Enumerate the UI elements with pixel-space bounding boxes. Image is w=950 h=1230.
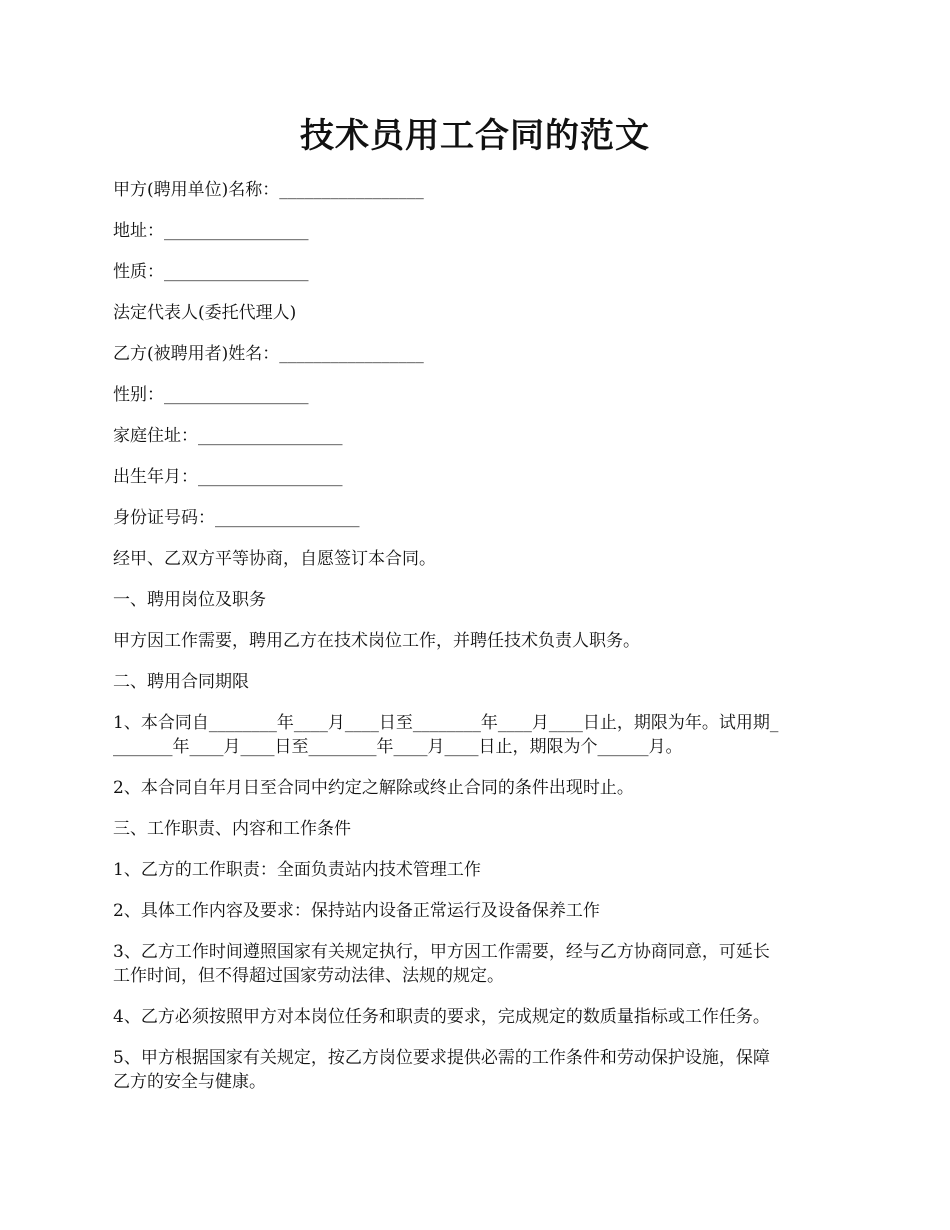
party-a-name-line: 甲方(聘用单位)名称：_________________ bbox=[113, 180, 424, 200]
address-line: 地址：_________________ bbox=[113, 221, 309, 241]
birth-date-line: 出生年月：_________________ bbox=[113, 467, 343, 487]
agreement-statement: 经甲、乙双方平等协商，自愿签订本合同。 bbox=[113, 549, 436, 569]
position-paragraph: 甲方因工作需要，聘用乙方在技术岗位工作，并聘任技术负责人职务。 bbox=[113, 631, 640, 651]
duties-clause-2: 2、具体工作内容及要求：保持站内设备正常运行及设备保养工作 bbox=[113, 901, 600, 921]
duties-clause-3: 3、乙方工作时间遵照国家有关规定执行，甲方因工作需要，经与乙方协商同意，可延长 工作时间，但不得超过国家劳动法律、法规的规定。 bbox=[113, 942, 770, 986]
section-heading-position: 一、聘用岗位及职务 bbox=[113, 590, 266, 610]
term-clause-2: 2、本合同自年月日至合同中约定之解除或终止合同的条件出现时止。 bbox=[113, 778, 634, 798]
duties-clause-4: 4、乙方必须按照甲方对本岗位任务和职责的要求，完成规定的数质量指标或工作任务。 bbox=[113, 1007, 770, 1027]
party-b-name-line: 乙方(被聘用者)姓名：_________________ bbox=[113, 344, 424, 364]
term-clause-1: 1、本合同自________年____月____日至________年____月____日止，期限为年。试用期_ _______年____月____日至________年____月____日止，期限为个______月。 bbox=[113, 713, 779, 757]
id-number-line: 身份证号码：_________________ bbox=[113, 508, 360, 528]
home-address-line: 家庭住址：_________________ bbox=[113, 426, 343, 446]
gender-line: 性别：_________________ bbox=[113, 385, 309, 405]
document-body bbox=[113, 178, 843, 1111]
document-title: 技术员用工合同的范文 bbox=[300, 116, 650, 156]
section-heading-duties: 三、工作职责、内容和工作条件 bbox=[113, 819, 351, 839]
nature-line: 性质：_________________ bbox=[113, 262, 309, 282]
duties-clause-5: 5、甲方根据国家有关规定，按乙方岗位要求提供必需的工作条件和劳动保护设施，保障 乙方的安全与健康。 bbox=[113, 1048, 770, 1092]
section-heading-term: 二、聘用合同期限 bbox=[113, 672, 249, 692]
legal-representative-line: 法定代表人(委托代理人) bbox=[113, 303, 297, 323]
duties-clause-1: 1、乙方的工作职责：全面负责站内技术管理工作 bbox=[113, 860, 481, 880]
